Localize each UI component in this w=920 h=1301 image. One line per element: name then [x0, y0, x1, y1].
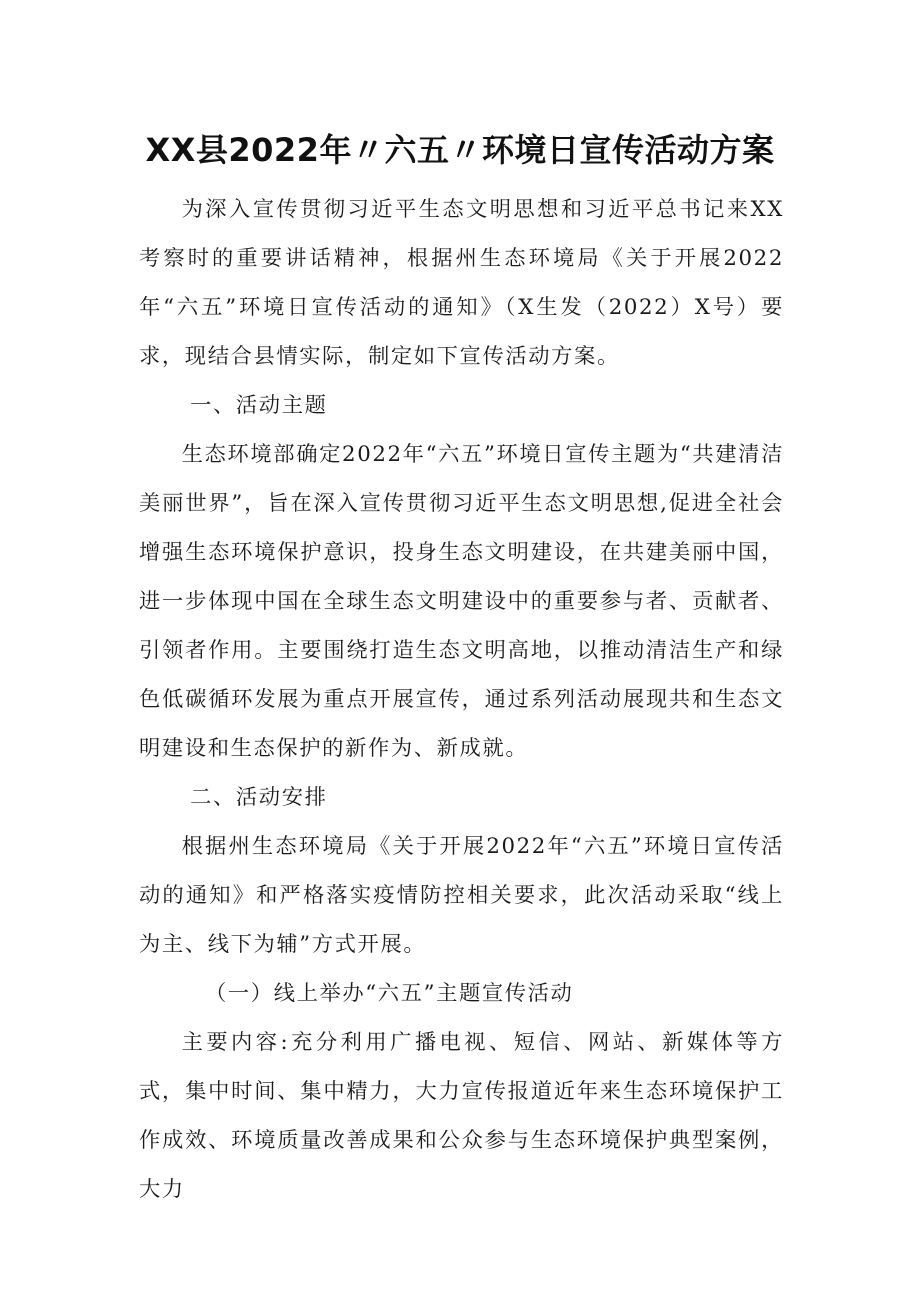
section-heading-theme: 一、活动主题 — [190, 393, 328, 418]
subsection-heading-online: （一）线上举办“六五”主题宣传活动 — [205, 981, 574, 1006]
section-heading-arrangement: 二、活动安排 — [190, 785, 328, 810]
paragraph-arrangement: 根据州生态环境局《关于开展2022年“六五”环境日宣传活动的通知》和严格落实疫情防控相关要求，此次活动采取“线上为主、线下为辅”方式开展。 — [139, 834, 784, 957]
paragraph-online-content: 主要内容:充分利用广播电视、短信、网站、新媒体等方式，集中时间、集中精力，大力宣传报道近年来生态环境保护工作成效、环境质量改善成果和公众参与生态环境保护典型案例，大力 — [139, 1030, 784, 1202]
paragraph-intro: 为深入宣传贯彻习近平生态文明思想和习近平总书记来XX考察时的重要讲话精神，根据州生态环境局《关于开展2022年“六五”环境日宣传活动的通知》（X生发（2022）X号）要求，现结合县情实际，制定如下宣传活动方案。 — [139, 197, 784, 369]
document-title: XX县2022年〃六五〃环境日宣传活动方案 — [145, 131, 775, 169]
document-body — [139, 185, 784, 1214]
paragraph-theme: 生态环境部确定2022年“六五”环境日宣传主题为“共建清洁美丽世界”，旨在深入宣传贯彻习近平生态文明思想,促进全社会增强生态环境保护意识，投身生态文明建设，在共建美丽中国，进一步体现中国在全球生态文明建设中的重要参与者、贡献者、引领者作用。主要围绕打造生态文明高地，以推动清洁生产和绿色低碳循环发展为重点开展宣传，通过系列活动展现共和生态文明建设和生态保护的新作为、新成就。 — [139, 442, 784, 761]
